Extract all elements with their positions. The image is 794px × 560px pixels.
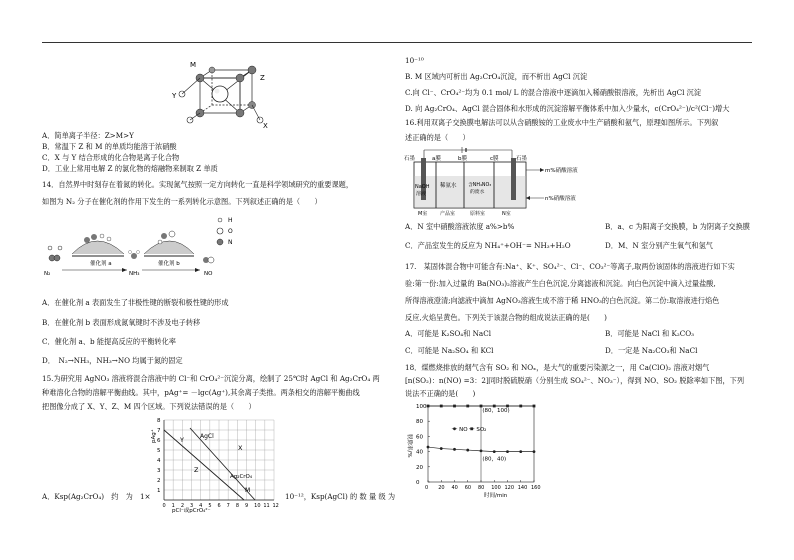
nh4no3-label2: 的废水	[470, 190, 485, 195]
point-no	[519, 450, 522, 453]
q14-option-b: B．在催化剂 b 表面形成氮氧键时不涉及电子转移	[42, 318, 201, 327]
graph-x-label: pCl⁻或pCrO₄²⁻	[172, 508, 211, 514]
point-no	[533, 450, 536, 453]
q16-stem-line1: 16.利用双离子交换膜电解法可以从含硝酸铵的工业废水中生产硝酸和氨气，原理如图所示。下列叙	[405, 118, 719, 127]
point-so2	[440, 405, 443, 408]
cat-a-label: 催化剂 a	[90, 261, 112, 267]
region-x: X	[238, 444, 243, 452]
q15-solubility-graph	[150, 416, 280, 516]
x-tick-label: 8	[235, 503, 240, 509]
no-label: NO	[204, 271, 213, 277]
point-so2	[427, 405, 430, 408]
graph-y-label: pAg⁺	[151, 429, 157, 443]
legend-h: H	[228, 217, 233, 224]
y-tick-label: 40	[416, 449, 423, 456]
q13-option-c: C．X 与 Y 结合形成的化合物是离子化合物	[42, 153, 180, 162]
q15-option-a-part2: 10⁻¹²，Ksp(AgCl) 的 数 量 级 为	[285, 492, 396, 501]
x-tick-label: 120	[504, 485, 515, 491]
label-m: M	[190, 61, 197, 69]
y-tick-label: 3	[157, 468, 161, 474]
chart-x-label: 时间/min	[484, 493, 508, 499]
x-tick-label: 80	[478, 485, 485, 491]
y-tick-label: 80	[416, 419, 423, 426]
dilute-ammonia: 稀氨水	[440, 183, 457, 189]
q17-stem-line1: 17. 某固体混合物中可能含有:Na⁺、K⁺、SO₄²⁻、Cl⁻、CO₃²⁻等离子,取两份该固体的溶液进行如下实	[405, 262, 735, 271]
q17-stem-line2: 验:第一份:加入过量的 Ba(NO₃)₂溶液产生白色沉淀,分离滤液和沉淀。向白色沉淀中滴入过量盐酸,	[405, 279, 716, 288]
point-no	[453, 448, 456, 451]
q14-option-d: D． N₂→NH₃，NH₃→NO 均属于氮的固定	[42, 356, 183, 365]
x-tick-label: 1	[171, 503, 175, 509]
q14-stem-line1: 14．自然界中时刻存在着氮的转化。实现氮气按照一定方向转化一直是科学领域研究的重要课题，	[42, 180, 354, 189]
point-so2	[493, 405, 496, 408]
x-tick-label: 10	[254, 503, 261, 509]
q15-option-b: B. M 区域内可析出 Ag₂CrO₄沉淀，而不析出 AgCl 沉淀	[405, 72, 588, 81]
annotation-top: (80，100)	[482, 408, 510, 415]
region-y: Y	[180, 436, 184, 444]
y-tick-label: 100	[416, 404, 427, 410]
n2-label: N₂	[44, 271, 51, 277]
graphite-right: 石墨	[516, 156, 528, 162]
q15-option-a-cont: 10⁻¹⁰	[405, 56, 424, 65]
x-tick-label: 7	[226, 503, 230, 509]
x-tick-label: 40	[451, 485, 458, 491]
naoh-label2: 溶液	[416, 191, 427, 197]
x-tick-label: 9	[245, 503, 249, 509]
q17-option-d: D．一定是 Na₂CO₃和 NaCl	[605, 346, 698, 355]
x-tick-label: 20	[438, 485, 445, 491]
region-m: M	[245, 487, 251, 494]
hno3-out: m%硝酸溶液	[545, 168, 578, 174]
point-no	[440, 447, 443, 450]
y-tick-label: 2	[157, 478, 161, 484]
x-tick-label: 4	[199, 503, 203, 509]
q16-electrolysis-figure	[404, 146, 604, 218]
point-so2	[533, 405, 536, 408]
q17-stem-line3: 所得溶液澄清;向滤液中滴加 AgNO₃溶液生成不溶于稀 HNO₃的白色沉淀。第二份:取溶液进行焰色	[405, 296, 720, 305]
q14-nitrogen-figure	[42, 212, 272, 278]
naoh-label: NaOH	[415, 184, 430, 190]
chart-y-label: 脱除率/%	[406, 434, 412, 458]
agcl-label: AgCl	[200, 433, 214, 440]
q13-option-a: A．简单离子半径：Z>M>Y	[42, 131, 134, 140]
membrane-c: c膜	[490, 156, 499, 162]
membrane-a: a膜	[432, 156, 441, 162]
q17-option-a: A．可能是 K₂SO₄和 NaCl	[405, 329, 492, 338]
q16-stem-line2: 述正确的是（ ）	[405, 133, 470, 142]
x-tick-label: 0	[162, 503, 166, 509]
point-no	[427, 446, 430, 449]
x-tick-label: 2	[180, 503, 185, 509]
q15-option-a-part1: A．Ksp(Ag₂CrO₄) 约 为 1×	[42, 492, 151, 501]
label-y: Y	[172, 92, 177, 100]
q14-stem-line2: 如图为 N₂ 分子在催化剂的作用下发生的一系列转化示意图。下列叙述正确的是（ ）	[42, 197, 322, 206]
q16-option-d: D．M、N 室分别产生氧气和氢气	[605, 241, 713, 250]
q16-option-a: A．N 室中硝酸溶液浓度 a%>b%	[405, 222, 515, 231]
hno3-in: n%硝酸溶液	[545, 196, 576, 202]
point-no	[466, 449, 469, 452]
q17-stem-line4: 反应,火焰呈黄色。下列关于该混合物的组成说法正确的是( )	[405, 313, 607, 322]
point-so2	[453, 405, 456, 408]
point-so2	[480, 405, 483, 408]
point-no	[493, 450, 496, 453]
q15-stem-line1: 15.为研究用 AgNO₃ 溶液将混合溶液中的 Cl⁻和 CrO₄²⁻沉淀分离，绘制了 25℃时 AgCl 和 Ag₂CrO₄ 两	[42, 374, 380, 383]
y-tick-label: 7	[157, 428, 161, 434]
legend-so2: SO₂	[476, 426, 487, 433]
q18-stem-line2: [n(SO₂)：n(NO) =3：2]同时脱硫脱硝（分别生成 SO₄²⁻、NO₃⁻），得到 NO、SO₂ 脱除率如下图，下列	[405, 376, 745, 385]
x-tick-label: 140	[517, 485, 528, 491]
x-tick-label: 11	[263, 503, 270, 509]
raw-room: 原料室	[470, 211, 486, 217]
x-tick-label: 60	[464, 485, 472, 491]
x-tick-label: 3	[190, 503, 194, 509]
graphite-left: 石墨	[404, 156, 416, 162]
y-tick-label: 6	[157, 438, 161, 444]
q15-option-c: C.向 Cl⁻、CrO₄²⁻均为 0.1 mol/ L 的混合溶液中逐滴加入稀硝酸银溶液，先析出 AgCl 沉淀	[405, 88, 702, 97]
q13-option-b: B．常温下 Z 和 M 的单质均能溶于浓硝酸	[42, 142, 177, 151]
q13-option-d: D．工业上常用电解 Z 的氯化物的熔融物来制取 Z 单质	[42, 164, 218, 173]
nh3-label: NH₃	[129, 271, 140, 277]
point-no	[506, 450, 509, 453]
x-tick-label: 100	[491, 485, 501, 491]
q14-option-c: C．催化剂 a、b 能提高反应的平衡转化率	[42, 337, 176, 346]
agcl-curve	[164, 430, 244, 500]
q14-option-a: A．在催化剂 a 表面发生了非极性键的断裂和极性键的形成	[42, 298, 229, 307]
y-tick-label: 1	[157, 488, 161, 494]
cat-b-label: 催化剂 b	[158, 261, 180, 267]
q17-option-c: C．可能是 Na₂SO₄ 和 KCl	[405, 346, 494, 355]
q15-option-d: D. 向 Ag₂CrO₄、AgCl 混合固体和水形成的沉淀溶解平衡体系中加入少量水，c(CrO₄²⁻)/c²(Cl⁻)增大	[405, 104, 730, 113]
legend-n: N	[228, 239, 233, 246]
x-tick-label: 160	[531, 485, 541, 491]
point-so2	[519, 405, 522, 408]
q18-stem-line1: 18．煤燃烧排放的烟气含有 SO₂ 和 NOₓ，是大气的重要污染源之一，用 Ca(ClO)₂ 溶液对烟气	[405, 363, 710, 372]
q18-removal-chart	[404, 398, 539, 500]
y-tick-label: 4	[157, 458, 161, 464]
point-so2	[506, 405, 509, 408]
x-tick-label: 5	[208, 503, 212, 509]
q13-crystal-figure	[160, 58, 270, 130]
annotation-bottom: (80，40)	[482, 456, 507, 463]
m-room: M室	[418, 211, 428, 217]
q15-stem-line3: 把图像分成了 X、Y、Z、M 四个区域。下列说法错误的是（ ）	[42, 402, 256, 411]
legend-o: O	[228, 228, 233, 235]
product-room: 产品室	[440, 211, 456, 217]
label-z: Z	[260, 74, 265, 82]
nh4no3-label: 含NH₄NO₃	[468, 183, 492, 188]
y-tick-label: 20	[416, 464, 423, 471]
q15-stem-line2: 种难溶化合物的溶解平衡曲线。其中，pAg⁺= －lgc(Ag⁺),其余离子类推。两条相交的溶解平衡曲线	[42, 388, 360, 397]
label-x: X	[263, 122, 268, 130]
legend-no: NO	[459, 426, 468, 433]
header-rule	[42, 42, 752, 43]
membrane-b: b膜	[458, 156, 467, 162]
y-tick-label: 60	[416, 434, 423, 441]
x-tick-label: 12	[272, 503, 279, 509]
q17-option-b: B．可能是 NaCl 和 K₂CO₃	[605, 329, 694, 338]
q16-option-b: B．a、c 为阳离子交换膜，b 为阴离子交换膜	[605, 222, 750, 231]
y-tick-label: 8	[157, 418, 161, 424]
region-z: Z	[194, 466, 199, 474]
point-so2	[466, 405, 469, 408]
q16-option-c: C．产品室发生的反应为 NH₄⁺+OH⁻= NH₃+H₂O	[405, 241, 571, 250]
q18-stem-line3: 说法不正确的是( )	[405, 389, 476, 398]
y-tick-label: 5	[157, 448, 161, 454]
x-tick-label: 0	[425, 485, 429, 491]
y-tick-label: 0	[416, 480, 420, 486]
ag2cro4-label: Ag₂CrO₄	[230, 474, 253, 480]
point-no	[480, 449, 483, 452]
x-tick-label: 6	[217, 503, 221, 509]
n-room: N室	[502, 211, 511, 217]
legend	[217, 217, 233, 246]
